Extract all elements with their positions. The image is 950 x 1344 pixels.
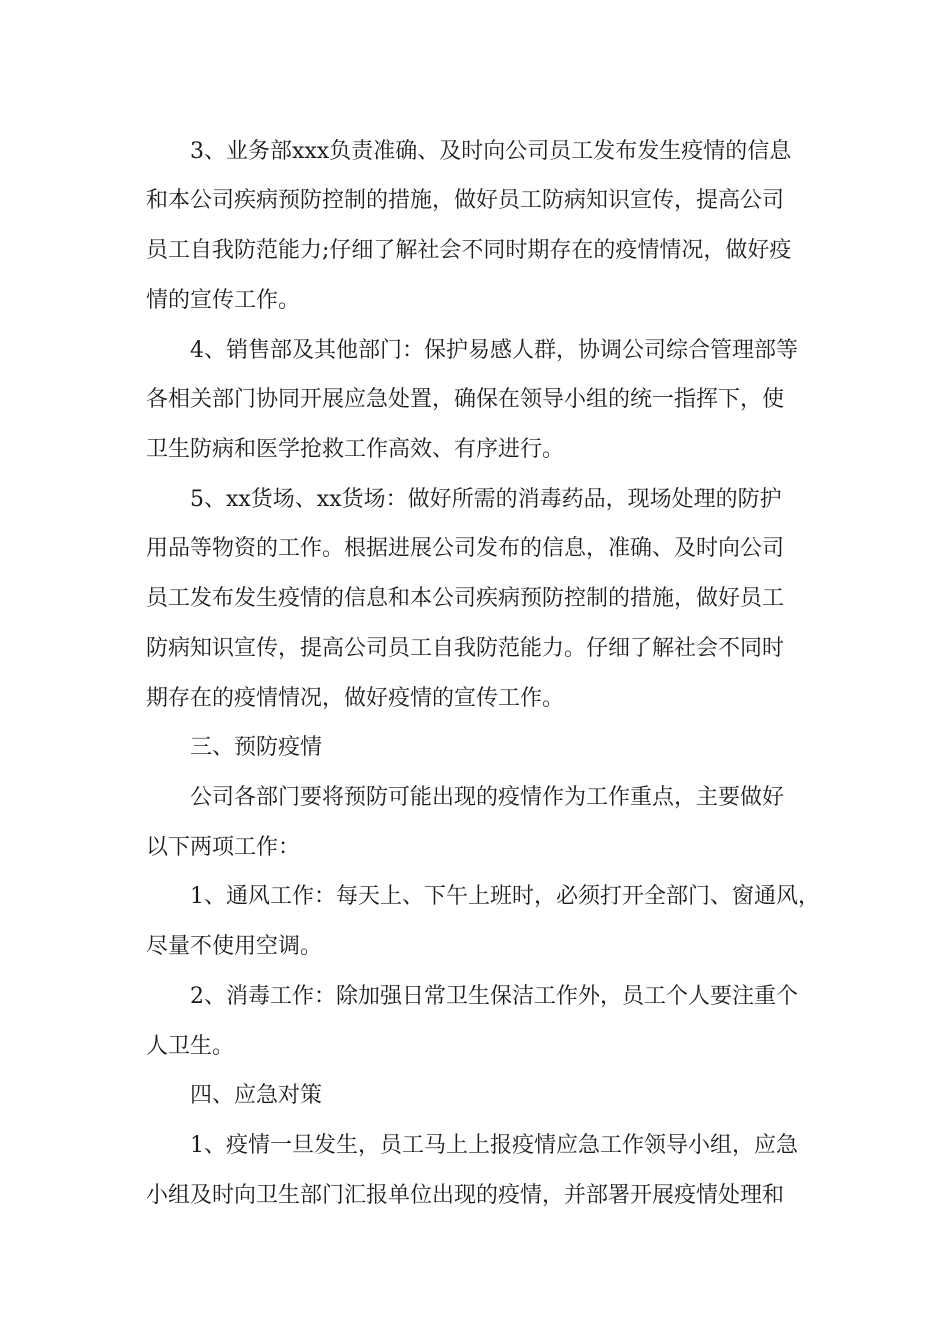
emergency-item-1-line-1: 1、疫情一旦发生，员工马上上报疫情应急工作领导小组，应急 <box>190 1133 798 1158</box>
paragraph-3-line-4: 情的宣传工作。 <box>146 288 301 313</box>
emergency-item-1-line-2: 小组及时向卫生部门汇报单位出现的疫情，并部署开展疫情处理和 <box>146 1183 785 1208</box>
paragraph-3-line-2: 和本公司疾病预防控制的措施，做好员工防病知识宣传，提高公司 <box>146 188 785 213</box>
disinfection-line-2: 人卫生。 <box>146 1034 235 1059</box>
paragraph-4-line-2: 各相关部门协同开展应急处置，确保在领导小组的统一指挥下，使 <box>146 387 785 412</box>
paragraph-5-line-1: 5、xx货场、xx货场：做好所需的消毒药品，现场处理的防护 <box>190 487 782 512</box>
paragraph-3-line-1: 3、业务部xxx负责准确、及时向公司员工发布发生疫情的信息 <box>190 139 792 164</box>
paragraph-5-line-5: 期存在的疫情情况，做好疫情的宣传工作。 <box>146 686 565 711</box>
ventilation-line-1: 1、通风工作：每天上、下午上班时，必须打开全部门、窗通风， <box>190 884 820 909</box>
section-heading-emergency: 四、应急对策 <box>190 1083 323 1108</box>
paragraph-4-line-1: 4、销售部及其他部门：保护易感人群，协调公司综合管理部等 <box>190 338 798 363</box>
paragraph-5-line-4: 防病知识宣传，提高公司员工自我防范能力。仔细了解社会不同时 <box>146 636 785 661</box>
section-heading-prevention: 三、预防疫情 <box>190 735 323 760</box>
prevention-intro-line-2: 以下两项工作： <box>146 835 301 860</box>
paragraph-4-line-3: 卫生防病和医学抢救工作高效、有序进行。 <box>146 437 565 462</box>
prevention-intro-line-1: 公司各部门要将预防可能出现的疫情作为工作重点，主要做好 <box>190 785 785 810</box>
paragraph-5-line-2: 用品等物资的工作。根据进展公司发布的信息，准确、及时向公司 <box>146 536 785 561</box>
ventilation-line-2: 尽量不使用空调。 <box>146 934 323 959</box>
disinfection-line-1: 2、消毒工作：除加强日常卫生保洁工作外，员工个人要注重个 <box>190 984 798 1009</box>
paragraph-5-line-3: 员工发布发生疫情的信息和本公司疾病预防控制的措施，做好员工 <box>146 586 785 611</box>
paragraph-3-line-3: 员工自我防范能力;仔细了解社会不同时期存在的疫情情况，做好疫 <box>146 238 792 263</box>
